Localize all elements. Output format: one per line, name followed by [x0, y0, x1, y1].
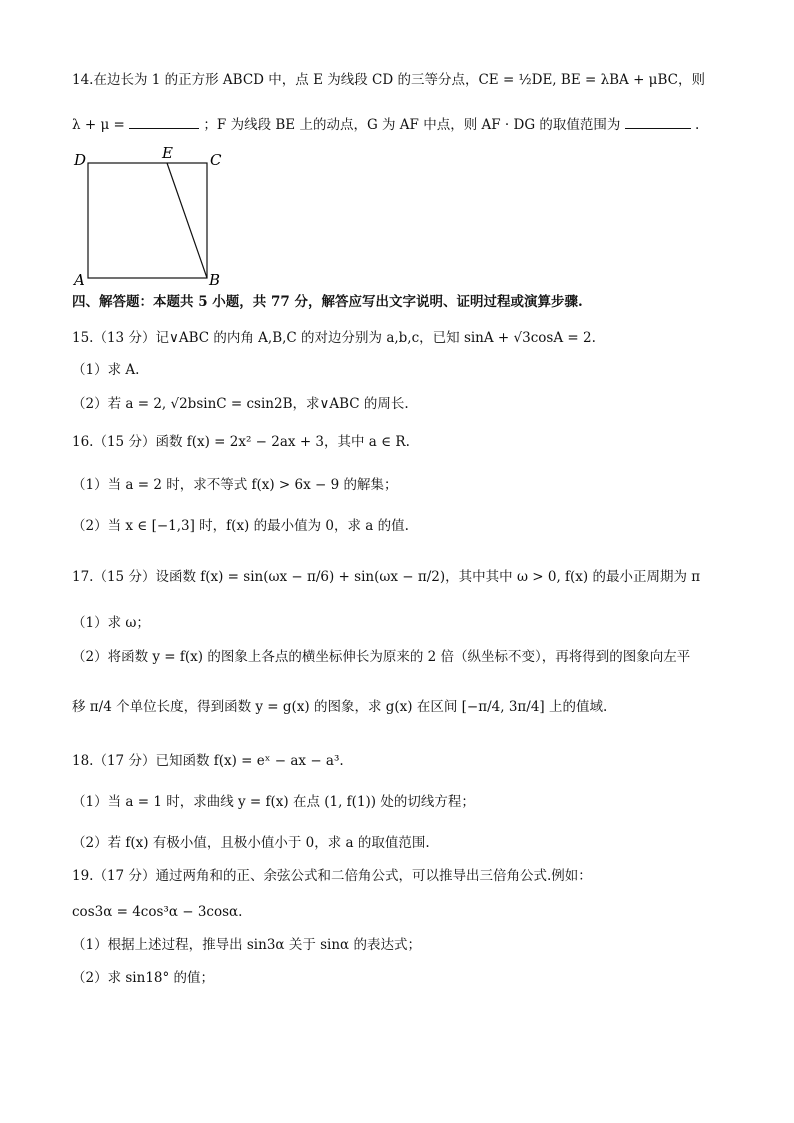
- q14-text-1: 14.在边长为 1 的正方形 ABCD 中，点 E 为线段 CD 的三等分点，CE = ½DE, BE = λBA + μBC，则: [72, 72, 705, 88]
- q17-part2a-text: （2）将函数 y = f(x) 的图象上各点的横坐标伸长为原来的 2 倍（纵坐标不变），再将得到的图象向左平: [72, 649, 691, 665]
- q18-part1-text: （1）当 a = 1 时，求曲线 y = f(x) 在点 (1, f(1)) 处的切线方程；: [72, 794, 475, 810]
- q15-part2-text: （2）若 a = 2, √2bsinC = csin2B，求∨ABC 的周长.: [72, 396, 409, 412]
- q16-part2-text: （2）当 x ∈ [−1,3] 时，f(x) 的最小值为 0，求 a 的值.: [72, 518, 409, 534]
- q19-formula-text: cos3α = 4cos³α − 3cosα.: [72, 904, 243, 920]
- q14-text-2end: .: [695, 117, 700, 133]
- q15-part1-text: （1）求 A.: [72, 362, 140, 378]
- q19-part2-text: （2）求 sin18° 的值；: [72, 970, 215, 986]
- square-abcd: [88, 163, 207, 278]
- q19-stem-text: 19.（17 分）通过两角和的正、余弦公式和二倍角公式，可以推导出三倍角公式.例如：: [72, 868, 592, 884]
- q15-part2: [72, 394, 409, 414]
- q17-stem-text: 17.（15 分）设函数 f(x) = sin(ωx − π/6) + sin(ωx − π/2)，其中其中 ω > 0, f(x) 的最小正周期为 π: [72, 569, 701, 585]
- q16-part1: [72, 475, 398, 495]
- q15-stem-text: 15.（13 分）记∨ABC 的内角 A,B,C 的对边分别为 a,b,c，已知 sinA + √3cosA = 2.: [72, 330, 596, 346]
- segment-be: [167, 163, 207, 278]
- q14-line1: [72, 70, 705, 90]
- q17-part1-text: （1）求 ω；: [72, 615, 150, 631]
- answer-blank-1[interactable]: [129, 114, 199, 129]
- q14-text-2a: λ + μ =: [72, 117, 125, 133]
- q18-stem: [72, 751, 344, 771]
- q19-formula: [72, 902, 242, 922]
- q19-part2: [72, 968, 214, 988]
- q17-part2b: [72, 697, 607, 717]
- q17-part1: [72, 613, 150, 633]
- q16-part2: [72, 516, 409, 536]
- q19-part1-text: （1）根据上述过程，推导出 sin3α 关于 sinα 的表达式；: [72, 937, 421, 953]
- q19-part1: [72, 935, 421, 955]
- q17-stem: [72, 567, 700, 587]
- q14-text-2b: ；F 为线段 BE 上的动点，G 为 AF 中点，则 AF · DG 的取值范围为: [203, 117, 621, 133]
- q18-part2-text: （2）若 f(x) 有极小值，且极小值小于 0，求 a 的取值范围.: [72, 835, 430, 851]
- square-figure: [70, 145, 230, 290]
- q16-part1-text: （1）当 a = 2 时，求不等式 f(x) > 6x − 9 的解集；: [72, 477, 398, 493]
- q15-part1: [72, 360, 139, 380]
- q17-part2a: [72, 647, 690, 667]
- label-c: C: [210, 151, 222, 169]
- section-header: [72, 292, 583, 312]
- q18-stem-text: 18.（17 分）已知函数 f(x) = eˣ − ax − a³.: [72, 753, 344, 769]
- q19-stem: [72, 866, 592, 886]
- label-a: A: [74, 271, 85, 289]
- answer-blank-2[interactable]: [625, 114, 691, 129]
- section-title: 四、解答题：本题共 5 小题，共 77 分，解答应写出文字说明、证明过程或演算步骤.: [72, 294, 583, 310]
- label-d: D: [74, 151, 87, 169]
- q17-part2b-text: 移 π/4 个单位长度，得到函数 y = g(x) 的图象，求 g(x) 在区间 [−π/4, 3π/4] 上的值域.: [72, 699, 608, 715]
- label-e: E: [162, 145, 173, 162]
- q18-part1: [72, 792, 475, 812]
- q14-line2: [72, 114, 699, 135]
- q15-stem: [72, 328, 596, 348]
- q18-part2: [72, 833, 430, 853]
- q16-stem-text: 16.（15 分）函数 f(x) = 2x² − 2ax + 3，其中 a ∈ R.: [72, 434, 410, 450]
- label-b: B: [209, 271, 221, 289]
- q16-stem: [72, 432, 410, 452]
